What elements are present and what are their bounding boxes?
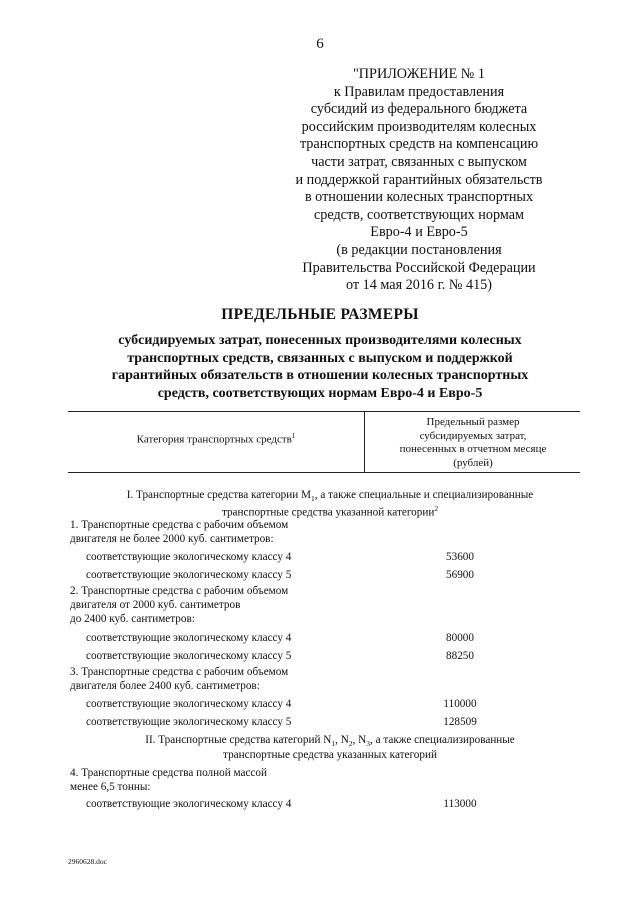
group-heading-1: [70, 518, 288, 546]
table-top-rule: [68, 411, 580, 412]
subtitle-line: средств, соответствующих нормам Евро-4 и Евро-5: [157, 385, 483, 401]
document-title: ПРЕДЕЛЬНЫЕ РАЗМЕРЫ: [221, 306, 419, 323]
table-row-label: соответствующие экологическому классу 5: [86, 716, 292, 728]
group-heading-2: [70, 584, 288, 626]
table-header-category: [68, 432, 364, 446]
annex-line: транспортных средств на компенсацию: [299, 136, 539, 153]
table-row-value: 113000: [443, 798, 477, 810]
section-text: , а также специальные и специализированные: [314, 489, 534, 501]
table-row-value: 80000: [446, 632, 474, 644]
section-text: , N: [352, 734, 367, 746]
annex-line: российским производителям колесных: [301, 118, 537, 135]
table-row-value: 88250: [446, 650, 474, 662]
annex-line: Правительства Российской Федерации: [302, 259, 536, 276]
subtitle-line: транспортных средств, связанных с выпуском и поддержкой: [127, 350, 513, 366]
subscript: 2: [348, 739, 353, 749]
annex-line: (в редакции постановления: [336, 241, 502, 258]
section-text: транспортные средства указанной категории: [221, 506, 435, 519]
table-row-label: соответствующие экологическому классу 4: [86, 551, 292, 563]
group-line: двигателя не более 2000 куб. сантиметров:: [70, 533, 274, 545]
subtitle-line: субсидируемых затрат, понесенных производителями колесных: [118, 333, 522, 348]
annex-line: от 14 мая 2016 г. № 415): [346, 277, 492, 294]
annex-line: средств, соответствующих нормам: [313, 206, 525, 223]
section-text: II. Транспортные средства категорий N: [145, 734, 332, 746]
file-name-footer: 2960628.doc: [68, 857, 107, 866]
table-row-label: соответствующие экологическому классу 4: [86, 698, 292, 710]
group-line: двигателя от 2000 куб. сантиметров: [70, 599, 241, 611]
group-heading-3: [70, 665, 288, 693]
table-row-value: 110000: [443, 698, 477, 710]
table-row-value: 56900: [446, 569, 474, 581]
table-row-label: соответствующие экологическому классу 5: [86, 569, 292, 581]
section-text: , N: [335, 734, 349, 746]
annex-line: в отношении колесных транспортных: [304, 189, 534, 206]
table-row-label: соответствующие экологическому классу 4: [86, 798, 292, 810]
annex-line: Евро-4 и Евро-5: [370, 224, 468, 241]
group-line: двигателя более 2400 куб. сантиметров:: [70, 680, 260, 692]
group-line: менее 6,5 тонны:: [70, 781, 151, 793]
table-row-label: соответствующие экологическому классу 5: [86, 650, 292, 662]
table-row-value: 128509: [443, 716, 477, 728]
group-line: 3. Транспортные средства с рабочим объемом: [70, 666, 289, 678]
group-line: 4. Транспортные средства полной массой: [70, 767, 267, 779]
document-subtitle: [60, 332, 580, 402]
group-heading-4: [70, 766, 267, 794]
annex-line: части затрат, связанных с выпуском: [311, 153, 527, 170]
table-row-value: 53600: [446, 551, 474, 563]
subscript: 1: [331, 739, 336, 749]
section-text: I. Транспортные средства категории М: [126, 489, 311, 501]
annex-line: и поддержкой гарантийных обязательств: [295, 171, 543, 188]
footnote-marker: 1: [291, 432, 296, 440]
group-line: до 2400 куб. сантиметров:: [70, 613, 195, 625]
page-number: 6: [316, 36, 324, 52]
annex-line: субсидий из федерального бюджета: [310, 101, 528, 118]
group-line: 2. Транспортные средства с рабочим объемом: [70, 585, 289, 597]
header-amount-line: Предельный размер: [426, 416, 520, 428]
table-header-rule: [68, 472, 580, 473]
table-header-amount: [366, 416, 580, 470]
header-amount-line: субсидируемых затрат,: [419, 429, 527, 442]
header-amount-line: понесенных в отчетном месяце: [399, 443, 547, 455]
header-category-text: Категория транспортных средств: [136, 433, 292, 446]
subscript: 3: [366, 739, 370, 749]
table-row-label: соответствующие экологическому классу 4: [86, 632, 292, 644]
subscript: 1: [311, 494, 315, 504]
table-column-divider: [364, 412, 365, 472]
footnote-marker: 2: [434, 504, 439, 513]
annex-header: [258, 66, 580, 295]
section-heading-2-cont: транспортные средства указанных категорий: [223, 749, 437, 761]
section-text: , а также специализированные: [369, 734, 515, 746]
group-line: 1. Транспортные средства с рабочим объемом: [70, 519, 289, 531]
header-amount-line: (рублей): [453, 456, 493, 469]
subtitle-line: гарантийных обязательств в отношении колесных транспортных: [111, 368, 529, 383]
annex-line: к Правилам предоставления: [333, 83, 505, 100]
annex-line: "ПРИЛОЖЕНИЕ № 1: [353, 66, 485, 82]
